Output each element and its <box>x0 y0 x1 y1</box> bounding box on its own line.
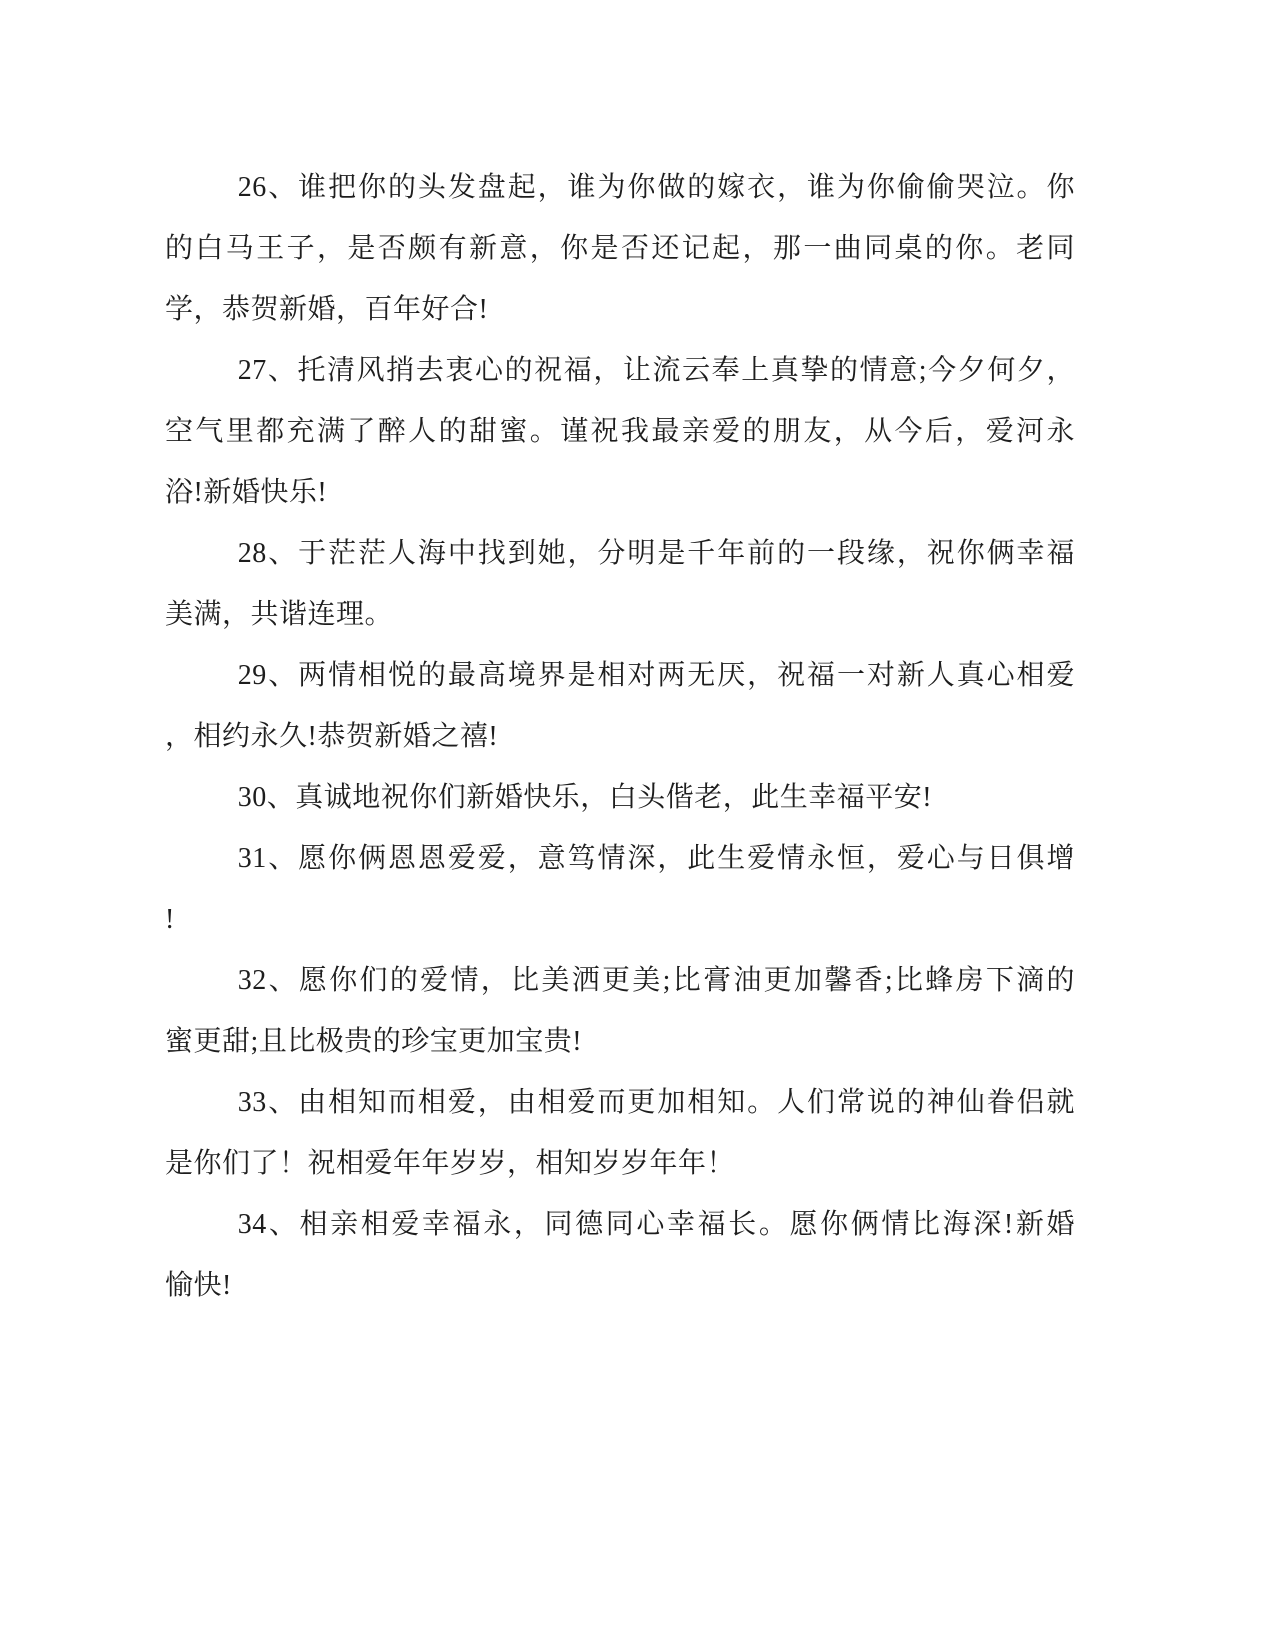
list-item-paragraph-34 <box>165 1194 1075 1316</box>
text-line: 33、由相知而相爱，由相爱而更加相知。人们常说的神仙眷侣就 <box>237 1087 1075 1118</box>
text-line: 空气里都充满了醉人的甜蜜。谨祝我最亲爱的朋友，从今后，爱河永 <box>165 416 1075 447</box>
text-line: 学，恭贺新婚，百年好合! <box>165 294 489 325</box>
text-line: 29、两情相悦的最高境界是相对两无厌，祝福一对新人真心相爱 <box>237 660 1075 691</box>
text-line: 浴!新婚快乐! <box>165 477 328 508</box>
text-line: 26、谁把你的头发盘起，谁为你做的嫁衣，谁为你偷偷哭泣。你 <box>237 172 1075 203</box>
text-line: 30、真诚地祝你们新婚快乐，白头偕老，此生幸福平安! <box>237 782 933 813</box>
text-line: 28、于茫茫人海中找到她，分明是千年前的一段缘，祝你俩幸福 <box>237 538 1075 569</box>
text-line: 蜜更甜;且比极贵的珍宝更加宝贵! <box>165 1026 583 1057</box>
text-line: 27、托清风捎去衷心的祝福，让流云奉上真挚的情意;今夕何夕， <box>237 355 1075 386</box>
text-line: 愉快! <box>165 1270 232 1301</box>
list-item-paragraph-30 <box>165 767 1075 828</box>
text-line: 的白马王子，是否颇有新意，你是否还记起，那一曲同桌的你。老同 <box>165 233 1075 264</box>
text-line: 31、愿你俩恩恩爱爱，意笃情深，此生爱情永恒，爱心与日俱增 <box>237 843 1075 874</box>
list-item-paragraph-33 <box>165 1072 1075 1194</box>
text-block <box>165 157 1075 1316</box>
list-item-paragraph-32 <box>165 950 1075 1072</box>
list-item-paragraph-26 <box>165 157 1075 340</box>
text-line: 32、愿你们的爱情，比美洒更美;比膏油更加馨香;比蜂房下滴的 <box>237 965 1075 996</box>
list-item-paragraph-28 <box>165 523 1075 645</box>
text-line: 美满，共谐连理。 <box>165 599 394 630</box>
list-item-paragraph-31 <box>165 828 1075 950</box>
text-line: ! <box>165 904 175 935</box>
list-item-paragraph-29 <box>165 645 1075 767</box>
text-line: 是你们了！祝相爱年年岁岁，相知岁岁年年！ <box>165 1148 736 1179</box>
text-line: ，相约永久!恭贺新婚之禧! <box>165 721 499 752</box>
list-item-paragraph-27 <box>165 340 1075 523</box>
text-line: 34、相亲相爱幸福永，同德同心幸福长。愿你俩情比海深!新婚 <box>237 1209 1075 1240</box>
